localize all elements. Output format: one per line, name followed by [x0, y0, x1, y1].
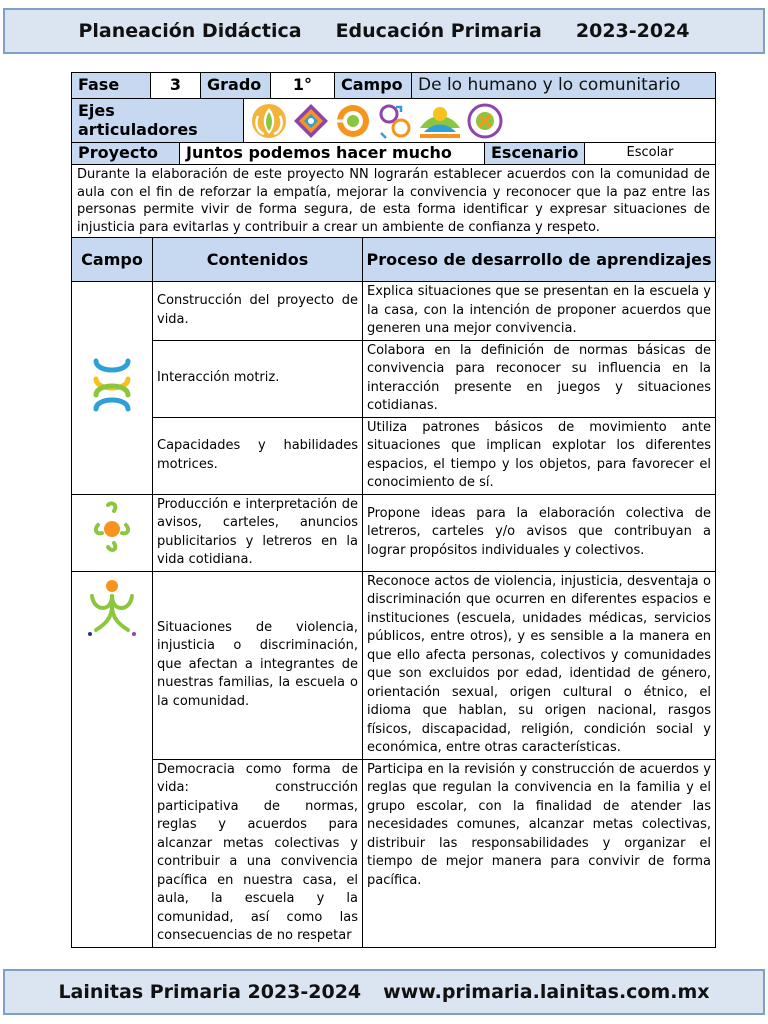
info-table — [71, 72, 716, 99]
interculturalidad-icon — [334, 102, 372, 140]
table-row — [72, 417, 716, 494]
proceso-cell: Participa en la revisión y construcción de acuerdos y reglas que regulan la convivencia en la familia y el grupo escolar, con la finalidad de atender las necesidades comunes, alcanzar metas colectivas, distribuir las responsabilidades y organizar el tiempo de mejor manera para convivir de forma pacífica. — [363, 759, 716, 947]
escenario-value: Escolar — [585, 143, 716, 165]
header-banner — [3, 8, 765, 54]
grado-label: Grado — [201, 73, 271, 99]
proceso-cell: Propone ideas para la elaboración colectiva de letreros, carteles y/o avisos que contribuyan a lograr propósitos individuales y colectivos. — [363, 494, 716, 571]
col-proceso-header: Proceso de desarrollo de aprendizajes — [363, 238, 716, 282]
proceso-cell: Reconoce actos de violencia, injusticia, desventaja o discriminación que ocurren en diferentes espacios e instituciones (escuela, unidades médicas, servicios públicos, entre otros), y es sensible a la manera en que ello afecta personas, colectivos y comunidades que son excluidos por edad, identidad de género, orientación sexual, origen cultural o étnico, el idioma que hablan, su origen nacional, rasgos físicos, discapacidad, religión, condición social y económica, entre otras características. — [363, 571, 716, 759]
footer-url: www.primaria.lainitas.com.mx — [383, 981, 710, 1003]
footer-sitio: Lainitas Primaria 2023-2024 — [58, 981, 362, 1003]
vida-saludable-icon — [418, 102, 462, 140]
table-row — [72, 494, 716, 571]
campo-value: De lo humano y lo comunitario — [412, 73, 716, 99]
proyecto-table — [71, 142, 716, 165]
contenidos-table — [71, 237, 716, 948]
contenido-cell: Situaciones de violencia, injusticia o discriminación, que afectan a integrantes de nuestras familias, la escuela o la comunidad. — [153, 571, 363, 759]
fase-label: Fase — [72, 73, 151, 99]
proyecto-label: Proyecto — [72, 143, 180, 165]
col-contenidos-header: Contenidos — [153, 238, 363, 282]
contenido-cell: Construcción del proyecto de vida. — [153, 282, 363, 341]
lenguajes-icon — [90, 499, 134, 559]
proceso-cell: Utiliza patrones básicos de movimiento ante situaciones que implican explotar los diferentes espacios, el tiempo y los objetos, para favorecer el conocimiento de sí. — [363, 417, 716, 494]
contenido-cell: Democracia como forma de vida: construcción participativa de normas, reglas y acuerdos para alcanzar metas colectivas y contribuir a una convivencia pacífica en nuestra casa, el aula, la escuela y la comunidad, así como las consecuencias de no respetar — [153, 759, 363, 947]
proyecto-value: Juntos podemos hacer mucho — [180, 143, 485, 165]
humano-comunitario-icon — [84, 578, 140, 638]
planeacion-sheet — [71, 72, 716, 948]
proceso-cell: Explica situaciones que se presentan en la escuela y la casa, con la intención de proponer acuerdos que generen una mejor convivencia. — [363, 282, 716, 341]
campo-cell-lenguajes — [72, 494, 153, 571]
header-nivel: Educación Primaria — [335, 20, 542, 42]
ejes-table — [71, 98, 716, 143]
etica-naturaleza-icon — [88, 357, 136, 413]
contenido-cell: Producción e interpretación de avisos, carteles, anuncios publicitarios y letreros en la vida cotidiana. — [153, 494, 363, 571]
campo-label: Campo — [335, 73, 412, 99]
contenido-cell: Capacidades y habilidades motrices. — [153, 417, 363, 494]
header-planeacion: Planeación Didáctica — [78, 20, 302, 42]
col-campo-header: Campo — [72, 238, 153, 282]
table-row — [72, 282, 716, 341]
campo-cell-humano — [72, 571, 153, 947]
ejes-icons — [244, 99, 716, 143]
campo-cell-saberes — [72, 282, 153, 495]
fase-value: 3 — [151, 73, 201, 99]
pensamiento-critico-icon — [292, 102, 330, 140]
footer-banner — [3, 969, 765, 1015]
table-row — [72, 571, 716, 759]
table-row — [72, 340, 716, 417]
apropiacion-culturas-icon — [466, 102, 504, 140]
escenario-label: Escenario — [485, 143, 585, 165]
ejes-label: Ejes articuladores — [72, 99, 244, 143]
descripcion-table — [71, 164, 716, 238]
table-row — [72, 759, 716, 947]
proyecto-descripcion: Durante la elaboración de este proyecto NN lograrán establecer acuerdos con la comunidad de aula con el fin de reforzar la empatía, mejorar la convivencia y reconocer que la paz entre las personas permite vivir de forma segura, de esta forma identificar y expresar situaciones de injusticia para evitarlas y contribuir a crear un ambiente de confianza y respeto. — [72, 165, 716, 238]
proceso-cell: Colabora en la definición de normas básicas de convivencia para reconocer su influencia en la interacción presente en juegos y situaciones cotidianas. — [363, 340, 716, 417]
inclusion-icon — [250, 102, 288, 140]
grado-value: 1° — [271, 73, 335, 99]
igualdad-genero-icon — [376, 102, 414, 140]
header-ciclo: 2023-2024 — [575, 20, 690, 42]
contenido-cell: Interacción motriz. — [153, 340, 363, 417]
